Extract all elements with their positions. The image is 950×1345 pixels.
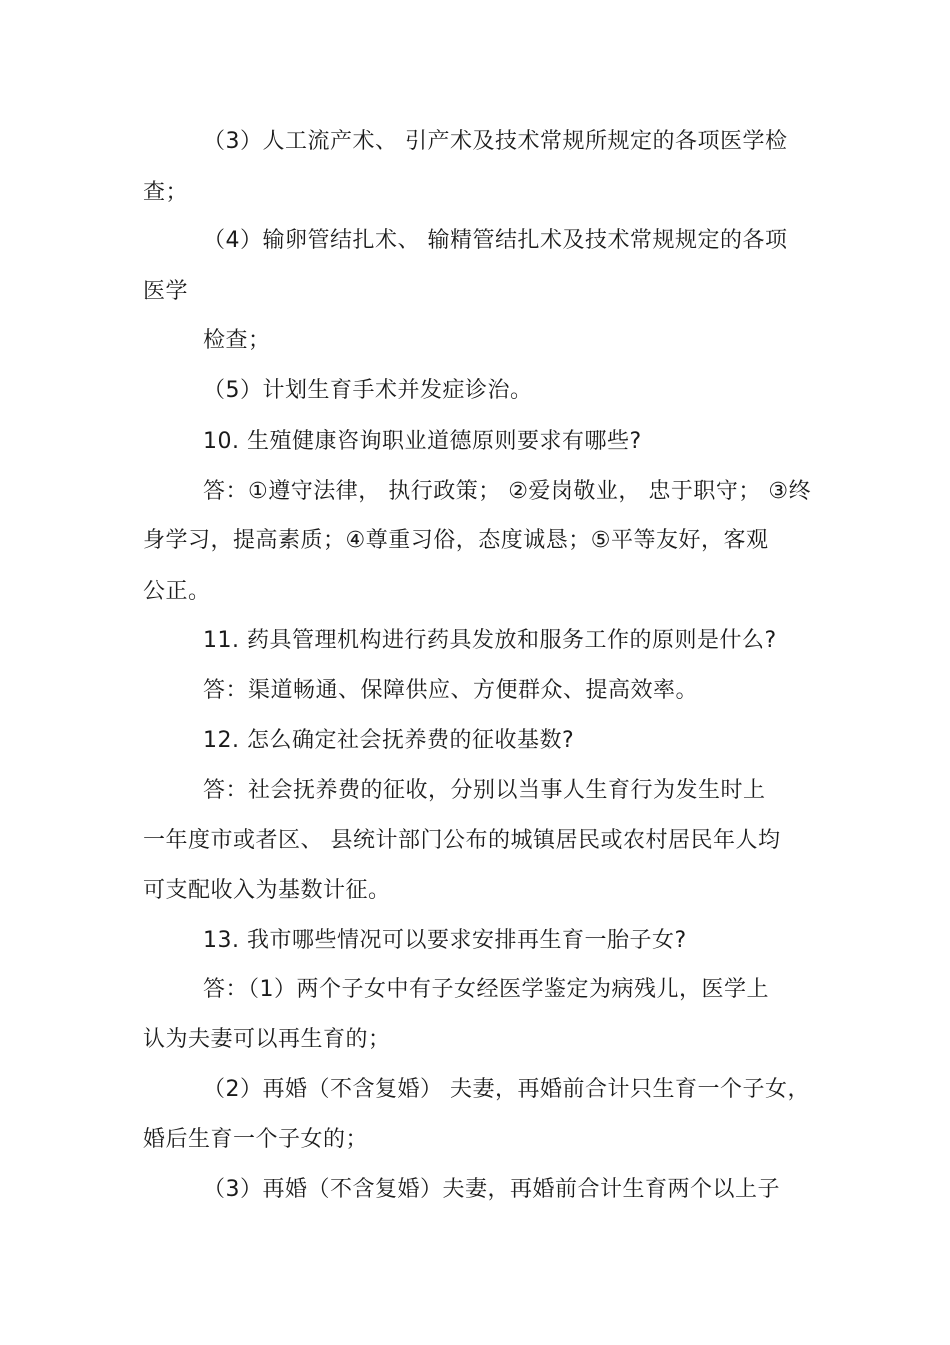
text-line: （3）人工流产术、 引产术及技术常规所规定的各项医学检 bbox=[203, 129, 788, 154]
question-heading: 11. 药具管理机构进行药具发放和服务工作的原则是什么? bbox=[203, 628, 777, 653]
text-line: 认为夫妻可以再生育的； bbox=[143, 1027, 391, 1052]
text-line: （4）输卵管结扎术、 输精管结扎术及技术常规规定的各项 bbox=[203, 228, 788, 253]
answer-line: 答：社会抚养费的征收，分别以当事人生育行为发生时上 bbox=[203, 778, 766, 803]
text-line: （2）再婚（不含复婚） 夫妻，再婚前合计只生育一个子女， bbox=[203, 1077, 810, 1102]
text-line: 婚后生育一个子女的； bbox=[143, 1127, 369, 1152]
question-heading: 10. 生殖健康咨询职业道德原则要求有哪些? bbox=[203, 429, 642, 454]
answer-line: 答：渠道畅通、保障供应、方便群众、提高效率。 bbox=[203, 678, 699, 703]
text-line: 检查； bbox=[203, 328, 271, 353]
text-line: （3）再婚（不含复婚）夫妻，再婚前合计生育两个以上子 bbox=[203, 1177, 780, 1202]
text-line: 身学习，提高素质；④尊重习俗，态度诚恳；⑤平等友好，客观 bbox=[143, 528, 769, 553]
text-line: 医学 bbox=[143, 279, 189, 304]
text-line: 可支配收入为基数计征。 bbox=[143, 878, 391, 903]
question-heading: 13. 我市哪些情况可以要求安排再生育一胎子女? bbox=[203, 928, 687, 953]
text-line: 公正。 bbox=[143, 579, 211, 604]
text-line: 一年度市或者区、 县统计部门公布的城镇居民或农村居民年人均 bbox=[143, 828, 781, 853]
answer-line: 答：（1）两个子女中有子女经医学鉴定为病残儿，医学上 bbox=[203, 977, 769, 1002]
text-line: （5）计划生育手术并发症诊治。 bbox=[203, 378, 533, 403]
answer-line: 答：①遵守法律， 执行政策； ②爱岗敬业， 忠于职守； ③终 bbox=[203, 479, 812, 504]
question-heading: 12. 怎么确定社会抚养费的征收基数? bbox=[203, 728, 575, 753]
text-line: 查； bbox=[143, 180, 189, 205]
